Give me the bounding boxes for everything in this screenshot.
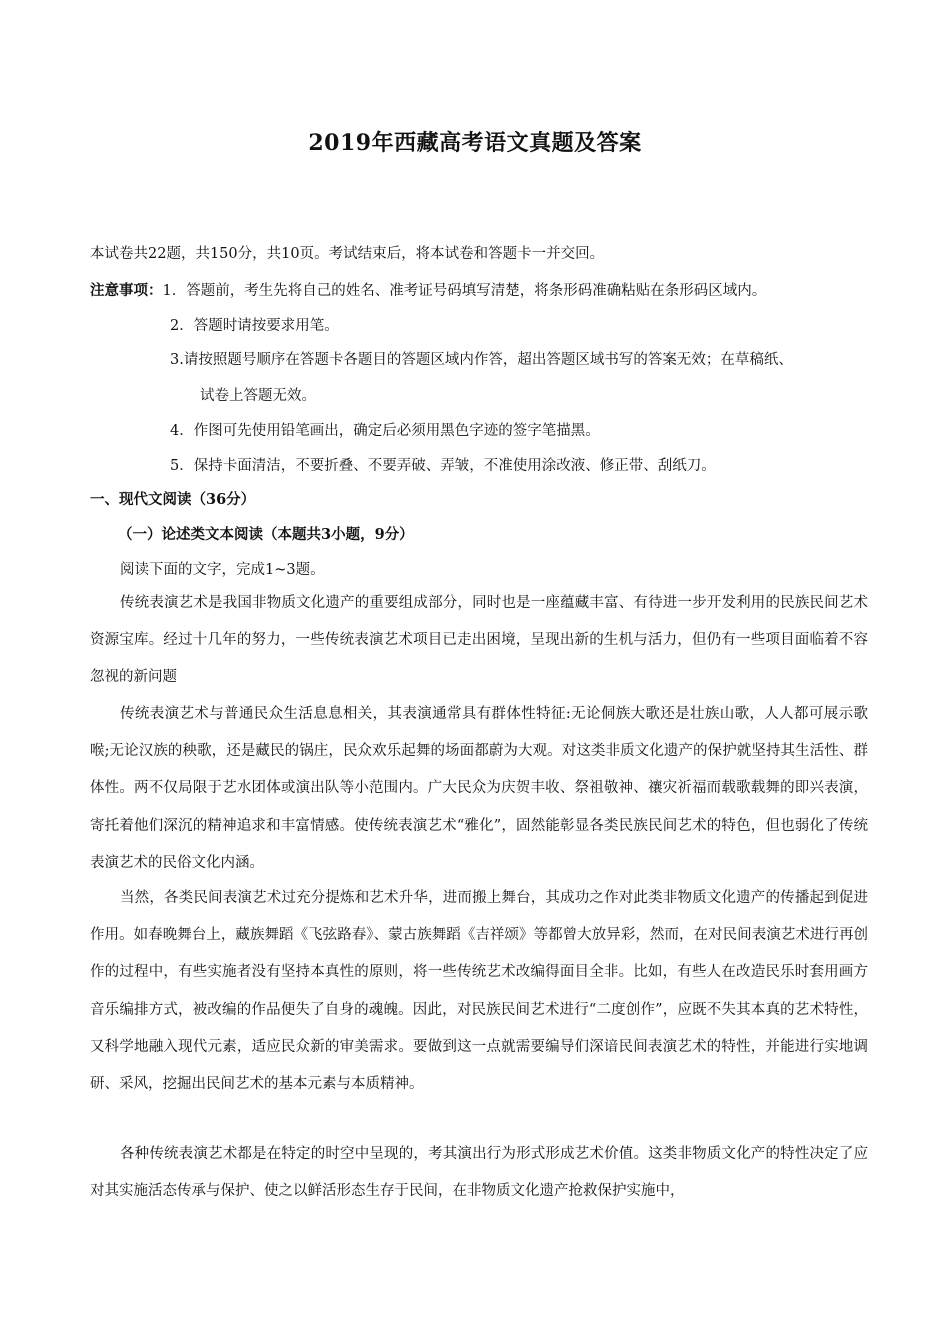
paragraph-4: 各种传统表演艺术都是在特定的时空中呈现的，考其演出行为形式形成艺术价值。这类非物质文化产的特性决定了应对其实施活态传承与保护、使之以鲜活形态生存于民间，在非物质文化遗产抢救保护实施中， [90,1146,868,1200]
notice-label: 注意事项： [90,282,163,299]
exam-intro: 本试卷共22题，共150分，共10页。考试结束后，将本试卷和答题卡一并交回。 [90,246,605,262]
notice-text-1: 1．答题前，考生先将自己的姓名、准考证号码填写清楚，将条形码准确粘贴在条形码区域内。 [162,283,767,299]
notice-item-4: 4．作图可先使用铅笔画出，确定后必须用黑色字迹的签字笔描黑。 [170,423,600,439]
document-title: 2019年西藏高考语文真题及答案 [308,130,642,156]
paragraph-3: 当然，各类民间表演艺术过充分提炼和艺术升华，进而搬上舞台，其成功之作对此类非物质文化遗产的传播起到促进作用。如春晚舞台上，藏族舞蹈《飞弦路春》、蒙古族舞蹈《吉祥颂》等都曾大放异彩，然而，在对民间表演艺术进行再创作的过程中，有些实施者没有坚持本真性的原则，将一些传统艺术改编得面目全非。比如，有些人在改造民乐时套用画方音乐编排方式，被改编的作品便失了自身的魂魄。因此，对民族民间艺术进行“二度创作”，应既不失其本真的艺术特性，又科学地融入现代元素，适应民众新的审美需求。要做到这一点就需要编导们深谙民间表演艺术的特性，并能进行实地调研、采风，挖掘出民间艺术的基本元素与本质精神。 [90,890,868,1093]
notice-item-1 [90,281,766,301]
notice-item-3: 3.请按照题号顺序在答题卡各题目的答题区域内作答，超出答题区域书写的答案无效；在草稿纸、 [170,352,793,368]
subsection-heading: （一）论述类文本阅读（本题共3小题，9分） [118,526,414,543]
notice-item-2: 2．答题时请按要求用笔。 [170,318,339,334]
notice-item-5: 5．保持卡面清洁，不要折叠、不要弄破、弄皱，不准使用涂改液、修正带、刮纸刀。 [170,458,716,474]
notice-item-3-cont: 试卷上答题无效。 [200,388,316,404]
reading-instruction: 阅读下面的文字，完成1~3题。 [120,562,325,578]
paragraph-2: 传统表演艺术与普通民众生活息息相关，其表演通常具有群体性特征:无论侗族大歌还是壮族山歌，人人都可展示歌喉;无论汉族的秧歌，还是藏民的锅庄，民众欢乐起舞的场面都蔚为大观。对这类非质文化遗产的保护就坚持其生活性、群体性。两不仅局限于艺水团体或演出队等小范围内。广大民众为庆贺丰收、祭祖敬神、禳灾祈福而载歌载舞的即兴表演，寄托着他们深沉的精神追求和丰富情感。使传统表演艺术“雅化”，固然能彰显各类民族民间艺术的特色，但也弱化了传统表演艺术的民俗文化内涵。 [90,706,868,871]
section-heading: 一、现代文阅读（36分） [90,491,256,508]
paragraph-1: 传统表演艺术是我国非物质文化遗产的重要组成部分，同时也是一座蕴藏丰富、有待进一步开发利用的民族民间艺术资源宝库。经过十几年的努力，一些传统表演艺术项目已走出困境，呈现出新的生机与活力，但仍有一些项目面临着不容忽视的新问题 [90,595,868,686]
